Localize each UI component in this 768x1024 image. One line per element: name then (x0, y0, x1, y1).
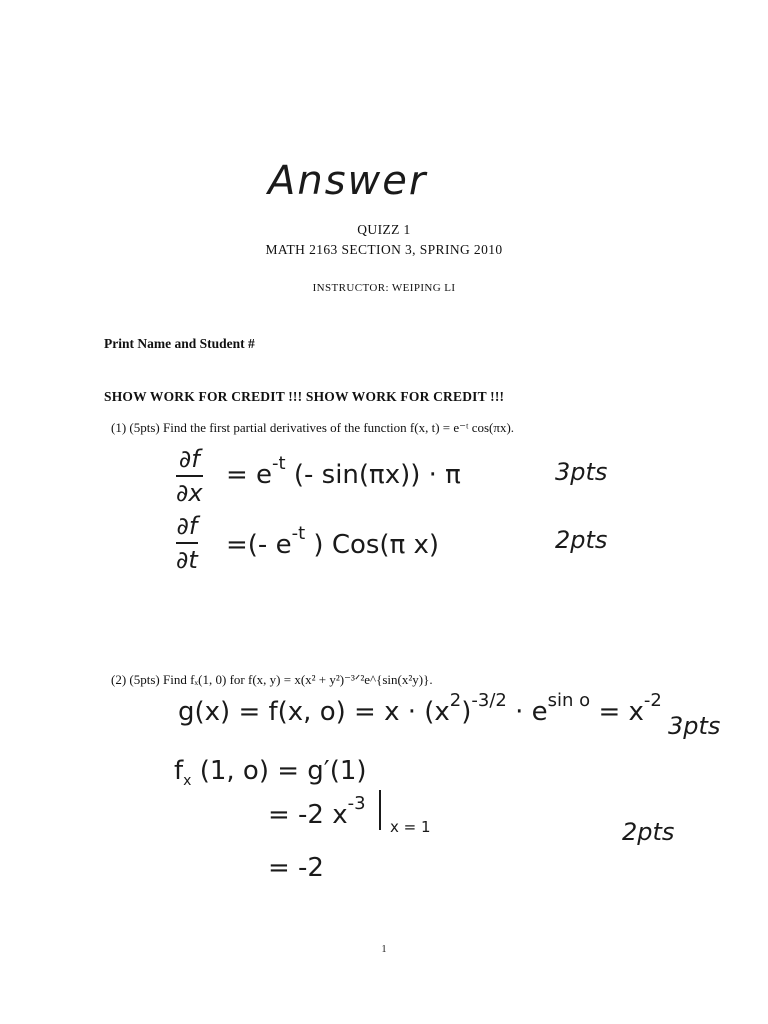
q2-line-4: = -2 (268, 853, 324, 883)
fraction-denominator: ∂t (176, 546, 198, 574)
q2-line-1: g(x) = f(x, $o) = x \cdot (x^2)^{-3/2} \cdot e^{sin o} = x^{-2}$ (178, 690, 662, 727)
page-number: 1 (381, 944, 387, 955)
instructor-line: INSTRUCTOR: WEIPING LI (312, 282, 456, 294)
q1-fx-answer: = $e^{-t}$ (- sin(πx)) · π (226, 453, 461, 490)
q1-ft-points: 2pts (555, 526, 608, 554)
q2-line-1-points: 3pts (668, 712, 721, 740)
show-work-banner: SHOW WORK FOR CREDIT !!! SHOW WORK FOR CREDIT !!! (104, 389, 505, 404)
quiz-title: QUIZZ 1 (357, 222, 411, 237)
fraction-denominator: ∂x (176, 479, 203, 507)
q2-line-2: $f_x$ (1, o) = g′(1) (174, 756, 367, 789)
evaluation-bar (379, 790, 381, 830)
q1-ft-answer: =(- $e^{-t}$ ) Cos(π x) (226, 523, 440, 560)
q2-line-3: = -2 $x^{-3}$ (268, 793, 366, 830)
question-1-prompt: (1) (5pts) Find the first partial derivatives of the function f(x, t) = e⁻ᵗ cos(πx). (111, 420, 515, 435)
partial-f-partial-t (176, 513, 198, 573)
q1-fx-points: 3pts (555, 458, 608, 486)
partial-f-partial-x (176, 446, 203, 506)
q2-evaluation-point: x = 1 (390, 818, 431, 836)
handwritten-answer-title: Answer (268, 158, 428, 204)
q2-line-3-points: 2pts (622, 818, 675, 846)
course-title: MATH 2163 SECTION 3, SPRING 2010 (265, 242, 503, 257)
print-name-label: Print Name and Student # (104, 336, 255, 351)
fraction-numerator: ∂f (178, 445, 200, 473)
fraction-numerator: ∂f (176, 512, 198, 540)
question-2-prompt: (2) (5pts) Find fₓ(1, 0) for f(x, y) = x(x² + y²)⁻³ᐟ²e^{sin(x²y)}. (111, 672, 433, 687)
fraction-bar (176, 475, 203, 477)
fraction-bar (176, 542, 198, 544)
